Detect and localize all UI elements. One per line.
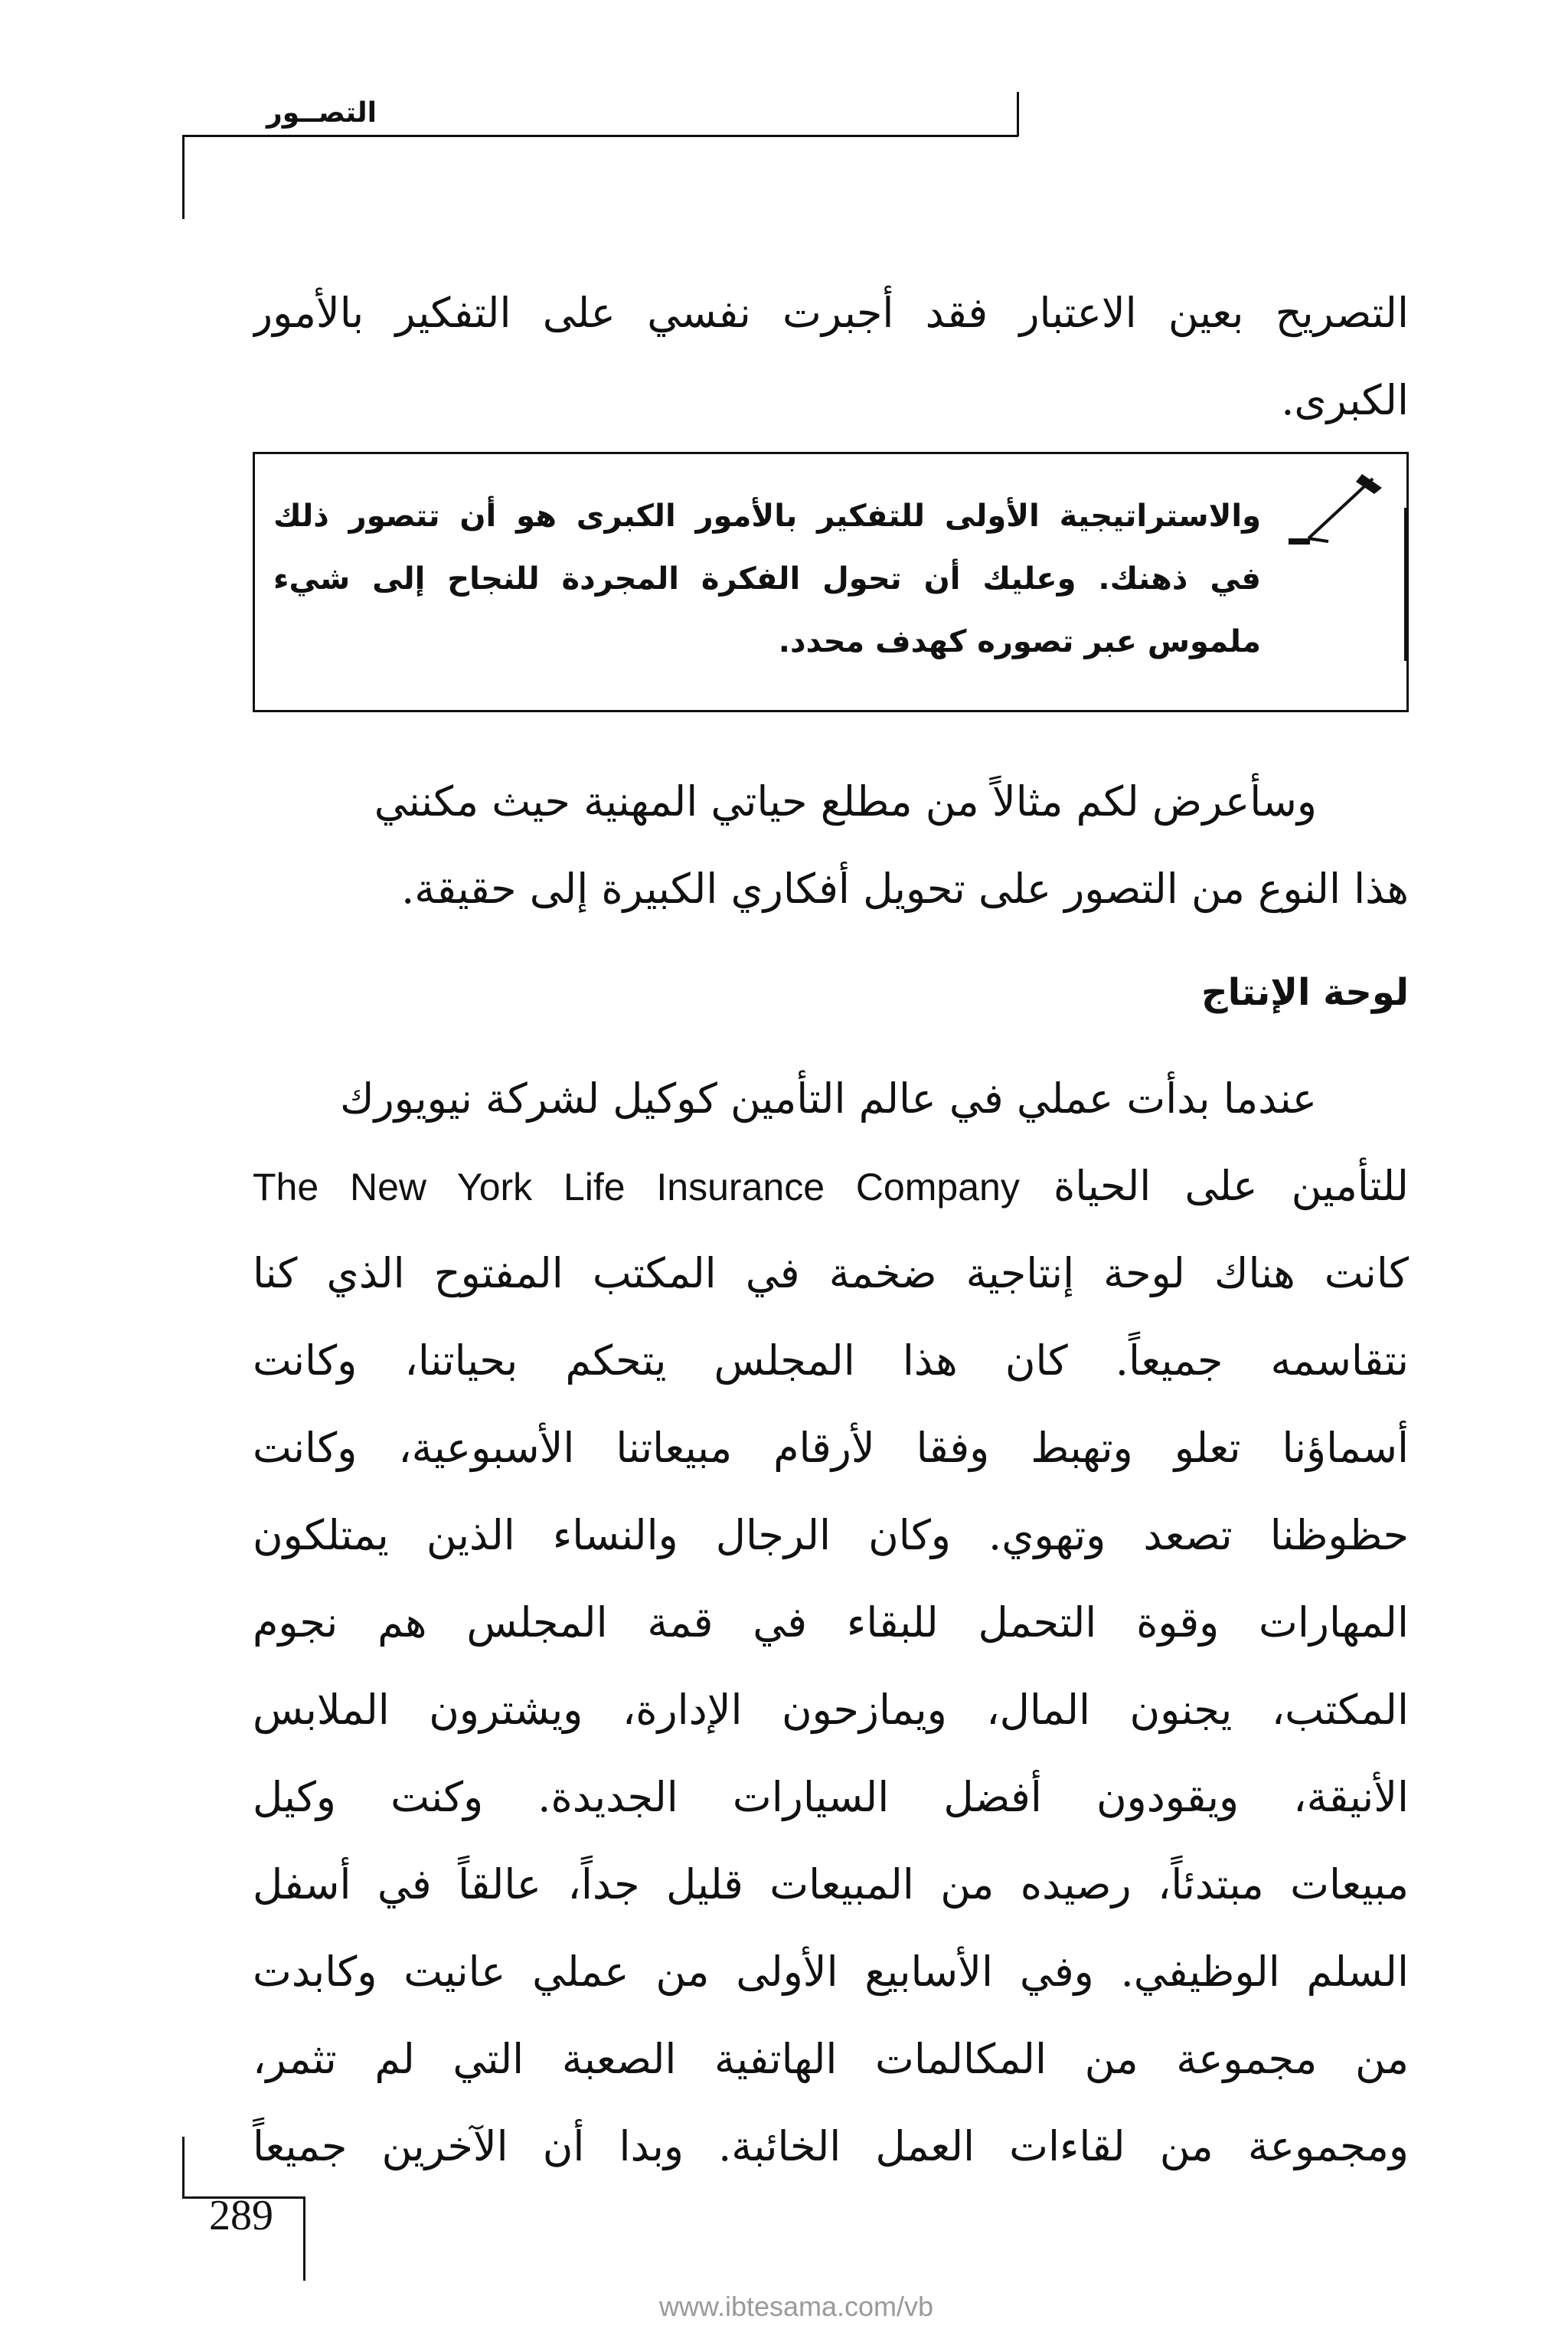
text-line: من مجموعة من المكالمات الهاتفية الصعبة التي لم تثمر، xyxy=(253,2035,1409,2083)
running-title: التصــور xyxy=(266,97,377,129)
callout-line: في ذهنك. وعليك أن تحول الفكرة المجردة للنجاح إلى شيء xyxy=(273,561,1261,597)
pen-nib-icon xyxy=(1282,468,1390,552)
text-line: مبيعات مبتدئاً، رصيده من المبيعات قليل جداً، عالقاً في أسفل xyxy=(253,1860,1409,1908)
text-line: هذا النوع من التصور على تحويل أفكاري الكبيرة إلى حقيقة. xyxy=(401,865,1409,913)
paragraph-example xyxy=(253,758,1409,933)
header-rule-left xyxy=(182,135,185,219)
callout-line: ملموس عبر تصوره كهدف محدد. xyxy=(778,624,1261,659)
text-line: الكبرى. xyxy=(1281,376,1409,424)
callout-text xyxy=(273,485,1261,673)
company-name-latin: The New York Life Insurance Company xyxy=(253,1166,1020,1209)
text-line: عندما بدأت عملي في عالم التأمين كوكيل لشركة نيويورك xyxy=(340,1074,1317,1123)
watermark: www.ibtesama.com/vb xyxy=(658,2291,934,2322)
page-number: 289 xyxy=(209,2192,273,2239)
callout-line: والاستراتيجية الأولى للتفكير بالأمور الكبرى هو أن تتصور ذلك xyxy=(273,499,1261,534)
text-line: أسماؤنا تعلو وتهبط وفقا لأرقام مبيعاتنا الأسبوعية، وكانت xyxy=(253,1424,1409,1472)
text-line: ومجموعة من لقاءات العمل الخائبة. وبدا أن الآخرين جميعاً xyxy=(253,2122,1409,2170)
callout-side-bar xyxy=(1404,508,1409,661)
text-line: الأنيقة، ويقودون أفضل السيارات الجديدة. وكنت وكيل xyxy=(253,1773,1409,1821)
text-line: المهارات وقوة التحمل للبقاء في قمة المجلس هم نجوم xyxy=(253,1598,1409,1647)
text-line: حظوظنا تصعد وتهوي. وكان الرجال والنساء الذين يمتلكون xyxy=(253,1511,1409,1559)
text-line: كانت هناك لوحة إنتاجية ضخمة في المكتب المفتوح الذي كنا xyxy=(253,1249,1409,1297)
text-line: التصريح بعين الاعتبار فقد أجبرت نفسي على التفكير بالأمور xyxy=(253,289,1409,337)
header-rule-right xyxy=(1017,92,1019,136)
text-line-arabic: للتأمين على الحياة xyxy=(1053,1162,1409,1210)
intro-paragraph xyxy=(253,270,1409,444)
text-line: نتقاسمه جميعاً. كان هذا المجلس يتحكم بحياتنا، وكانت xyxy=(253,1336,1409,1385)
footer-rule-right xyxy=(303,2196,305,2281)
text-line: المكتب، يجنون المال، ويمازحون الإدارة، ويشترون الملابس xyxy=(253,1686,1409,1734)
text-line-mixed xyxy=(253,1143,1409,1230)
callout-box xyxy=(253,452,1409,712)
section-heading: لوحة الإنتاج xyxy=(1201,971,1409,1014)
text-line: السلم الوظيفي. وفي الأسابيع الأولى من عملي عانيت وكابدت xyxy=(253,1948,1409,1996)
text-line: وسأعرض لكم مثالاً من مطلع حياتي المهنية حيث مكنني xyxy=(374,777,1317,826)
paragraph-production-board xyxy=(253,1055,1409,2190)
